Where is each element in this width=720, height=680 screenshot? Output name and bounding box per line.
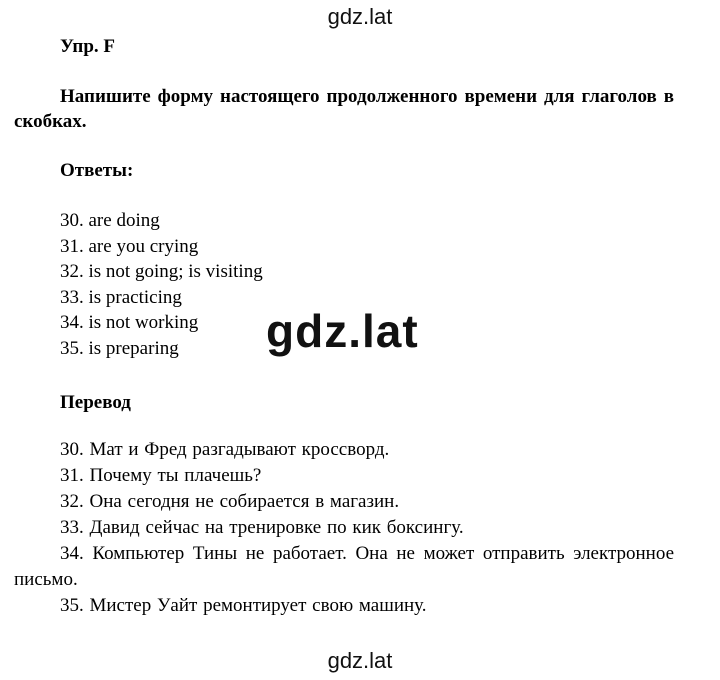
translation-item: 34. Компьютер Тины не работает. Она не может отправить электронное письмо.	[14, 543, 674, 590]
answer-item: 35. is preparing	[60, 337, 179, 359]
answers-list	[60, 208, 263, 362]
answer-item: 31. are you crying	[60, 235, 199, 257]
exercise-title: Упр. F	[60, 36, 116, 57]
watermark-middle-text: gdz.lat	[266, 305, 419, 357]
answer-item: 33. is practicing	[60, 286, 182, 308]
answer-item: 30. are doing	[60, 210, 160, 231]
exercise-instruction: Напишите форму настоящего продолженного времени для глаголов в скобках.	[14, 86, 674, 132]
translation-list	[14, 437, 674, 619]
answer-item: 34. is not working	[60, 312, 199, 334]
translation-item: 30. Мат и Фред разгадывают кроссворд.	[60, 439, 390, 460]
watermark-bottom: gdz.lat	[327, 648, 393, 673]
translation-item: 31. Почему ты плачешь?	[60, 465, 262, 486]
answer-item: 32. is not going; is visiting	[60, 261, 263, 283]
watermark-top: gdz.lat	[327, 4, 393, 29]
answers-heading: Ответы:	[60, 160, 134, 181]
translation-item: 33. Давид сейчас на тренировке по кик боксингу.	[60, 517, 464, 538]
translation-item: 32. Она сегодня не собирается в магазин.	[60, 491, 400, 512]
translation-item: 35. Мистер Уайт ремонтирует свою машину.	[60, 595, 427, 616]
translation-heading: Перевод	[60, 392, 131, 413]
